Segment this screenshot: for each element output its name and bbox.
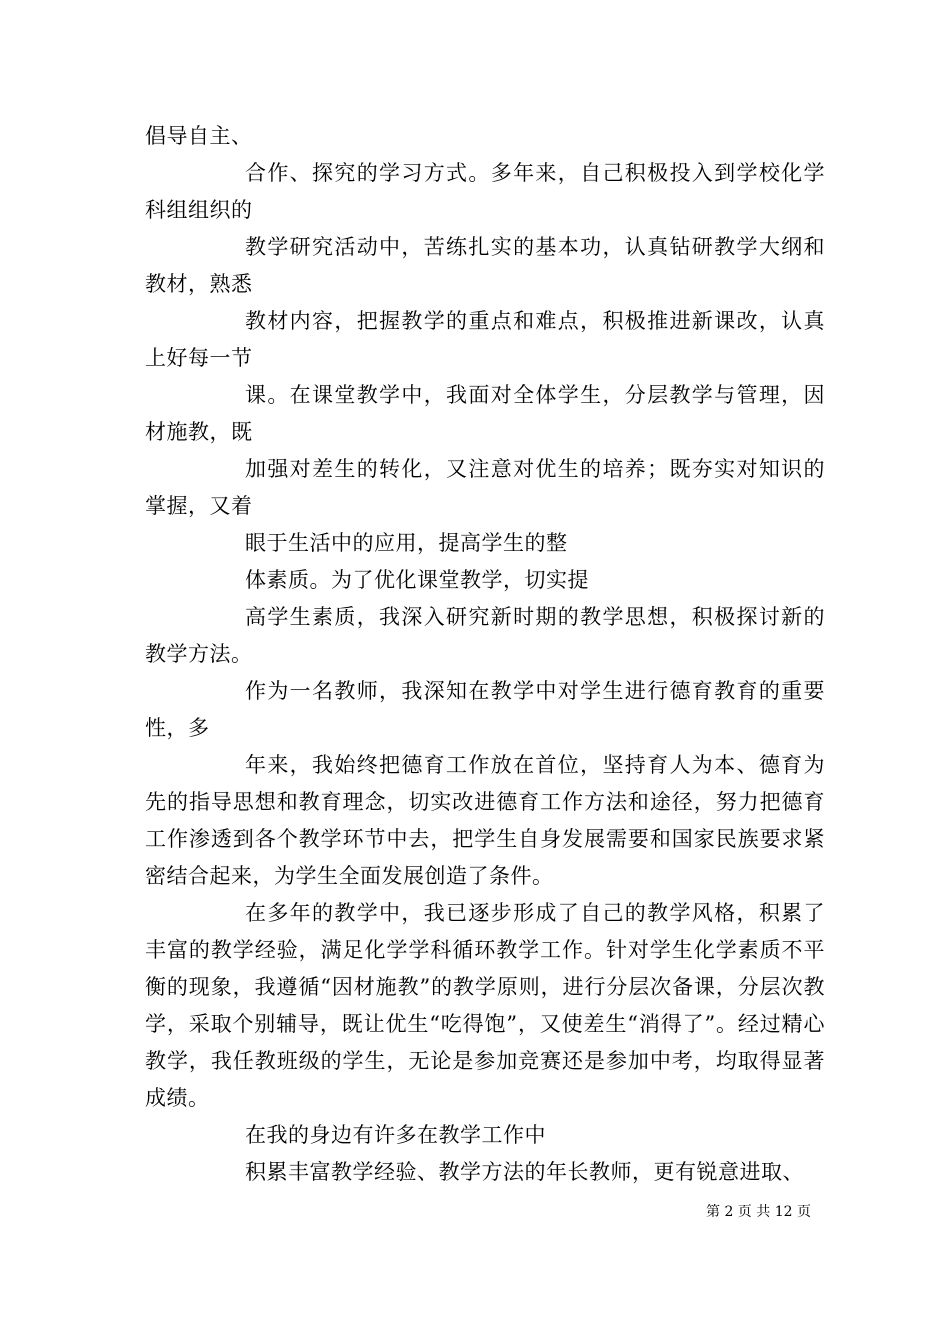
paragraph-3: 教学研究活动中，苦练扎实的基本功，认真钻研教学大纲和教材，熟悉 [145, 235, 825, 296]
paragraph-2: 合作、探究的学习方式。多年来，自己积极投入到学校化学科组组织的 [145, 161, 825, 222]
paragraph-11: 年来，我始终把德育工作放在首位，坚持育人为本、德育为先的指导思想和教育理念，切实改进德育工作方法和途径，努力把德育工作渗透到各个教学环节中去，把学生自身发展需要和国家民族要求紧密结合起来，为学生全面发展创造了条件。 [145, 753, 825, 888]
paragraph-7: 眼于生活中的应用，提高学生的整 [245, 531, 568, 555]
paragraph-1: 倡导自主、 [145, 124, 253, 148]
document-body [145, 118, 825, 1191]
page-number-footer: 第 2 页 共 12 页 [706, 1204, 811, 1220]
paragraph-4: 教材内容，把握教学的重点和难点，积极推进新课改，认真上好每一节 [145, 309, 825, 370]
paragraph-9: 高学生素质，我深入研究新时期的教学思想，积极探讨新的教学方法。 [145, 605, 825, 666]
paragraph-10: 作为一名教师，我深知在教学中对学生进行德育教育的重要性，多 [145, 679, 825, 740]
paragraph-8: 体素质。为了优化课堂教学，切实提 [245, 568, 589, 592]
paragraph-6: 加强对差生的转化，又注意对优生的培养；既夯实对知识的掌握，又着 [145, 457, 825, 518]
paragraph-12: 在多年的教学中，我已逐步形成了自己的教学风格，积累了丰富的教学经验，满足化学学科循环教学工作。针对学生化学素质不平衡的现象，我遵循“因材施教”的教学原则，进行分层次备课，分层次教学，采取个别辅导，既让优生“吃得饱”，又使差生“消得了”。经过精心教学，我任教班级的学生，无论是参加竞赛还是参加中考，均取得显著成绩。 [145, 901, 825, 1110]
paragraph-13: 在我的身边有许多在教学工作中 [245, 1123, 546, 1147]
paragraph-5: 课。在课堂教学中，我面对全体学生，分层教学与管理，因材施教，既 [145, 383, 825, 444]
paragraph-14: 积累丰富教学经验、教学方法的年长教师，更有锐意进取、 [245, 1160, 804, 1184]
